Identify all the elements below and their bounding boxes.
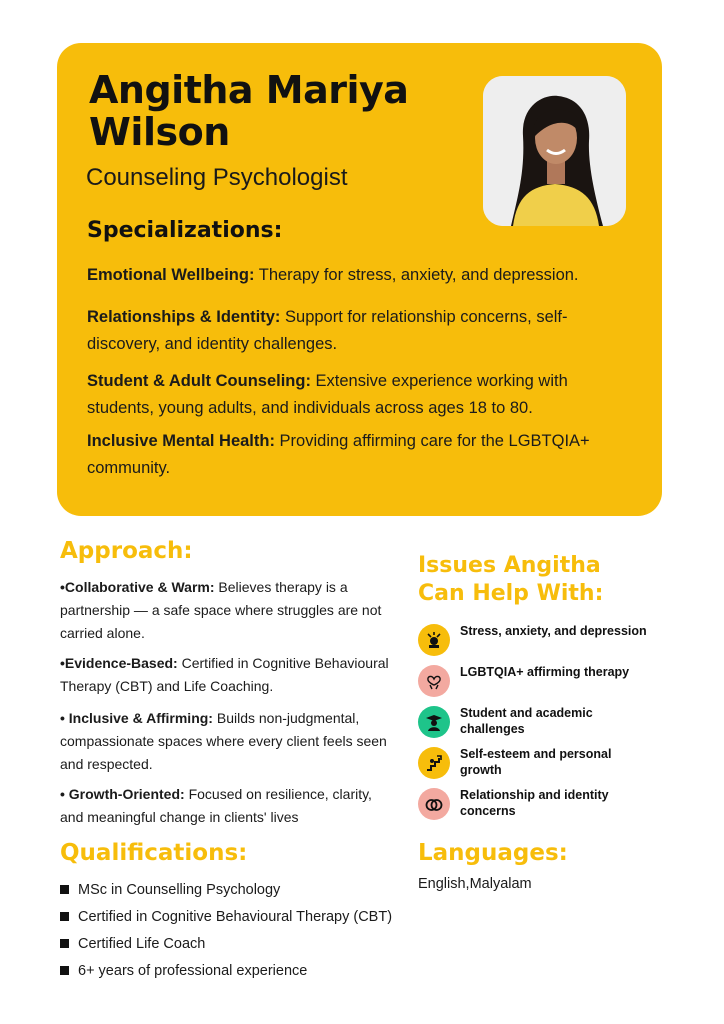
specialization-item — [87, 304, 627, 358]
qualifications-heading: Qualifications: — [60, 840, 248, 866]
profile-role: Counseling Psychologist — [86, 164, 348, 191]
heart-hands-icon — [418, 665, 450, 697]
issue-label: Relationship and identity concerns — [460, 788, 609, 818]
issue-label: Stress, anxiety, and depression — [460, 624, 647, 638]
qualification-item: MSc in Counselling Psychology — [60, 878, 392, 905]
issue-item — [418, 665, 648, 701]
growth-icon — [418, 747, 450, 779]
qualification-item: Certified in Cognitive Behavioural Therapy (CBT) — [60, 905, 392, 932]
specialization-text: Support for relationship concerns, self-discovery, and identity challenges. — [87, 308, 568, 353]
specialization-text: Extensive experience working with students, young adults, and individuals across ages 18 to 80. — [87, 372, 568, 417]
stress-icon — [418, 624, 450, 656]
issue-item — [418, 788, 648, 824]
approach-title: • Inclusive & Affirming: — [60, 710, 213, 726]
issue-item — [418, 624, 648, 660]
specialization-text: Providing affirming care for the LGBTQIA+ community. — [87, 432, 590, 477]
specialization-title: Relationships & Identity: — [87, 308, 281, 326]
approach-text: Focused on resilience, clarity, and meaningful change in clients' lives — [60, 786, 372, 825]
languages-heading: Languages: — [418, 840, 568, 866]
specialization-text: Therapy for stress, anxiety, and depression. — [254, 266, 579, 284]
portrait-photo-icon — [483, 76, 626, 226]
issue-label: LGBTQIA+ affirming therapy — [460, 665, 630, 679]
specialization-title: Student & Adult Counseling: — [87, 372, 311, 390]
qualification-item: 6+ years of professional experience — [60, 959, 392, 986]
approach-text: Builds non-judgmental, compassionate spaces where every client feels seen and respected. — [60, 710, 387, 772]
issue-item — [418, 747, 648, 783]
issues-heading-line1: Issues Angitha — [418, 553, 601, 578]
issue-label: Self-esteem and personal growth — [460, 747, 612, 777]
approach-title: •Evidence-Based: — [60, 655, 178, 671]
issue-item — [418, 706, 648, 742]
specialization-item — [87, 262, 627, 289]
approach-title: •Collaborative & Warm: — [60, 579, 215, 595]
profile-photo — [483, 76, 626, 226]
approach-text: Believes therapy is a partnership — a safe space where struggles are not carried alone. — [60, 579, 382, 641]
rings-icon — [418, 788, 450, 820]
approach-item — [60, 783, 390, 829]
approach-item — [60, 652, 390, 698]
languages-value: English,Malyalam — [418, 876, 532, 892]
specializations-heading: Specializations: — [87, 218, 283, 243]
specialization-title: Emotional Wellbeing: — [87, 266, 255, 284]
approach-title: • Growth-Oriented: — [60, 786, 185, 802]
profile-name: Angitha Mariya Wilson — [89, 68, 409, 154]
issue-label: Student and academic challenges — [460, 706, 593, 736]
specialization-item — [87, 368, 627, 422]
specialization-title: Inclusive Mental Health: — [87, 432, 275, 450]
qualifications-list — [60, 878, 392, 986]
approach-heading: Approach: — [60, 538, 193, 564]
approach-text: Certified in Cognitive Behavioural Therapy (CBT) and Life Coaching. — [60, 655, 389, 694]
approach-item — [60, 707, 390, 776]
issues-heading — [418, 552, 603, 608]
qualification-item: Certified Life Coach — [60, 932, 392, 959]
profile-card — [57, 43, 662, 516]
issues-heading-line2: Can Help With: — [418, 581, 604, 606]
approach-item — [60, 576, 390, 645]
student-icon — [418, 706, 450, 738]
specialization-item — [87, 428, 627, 482]
